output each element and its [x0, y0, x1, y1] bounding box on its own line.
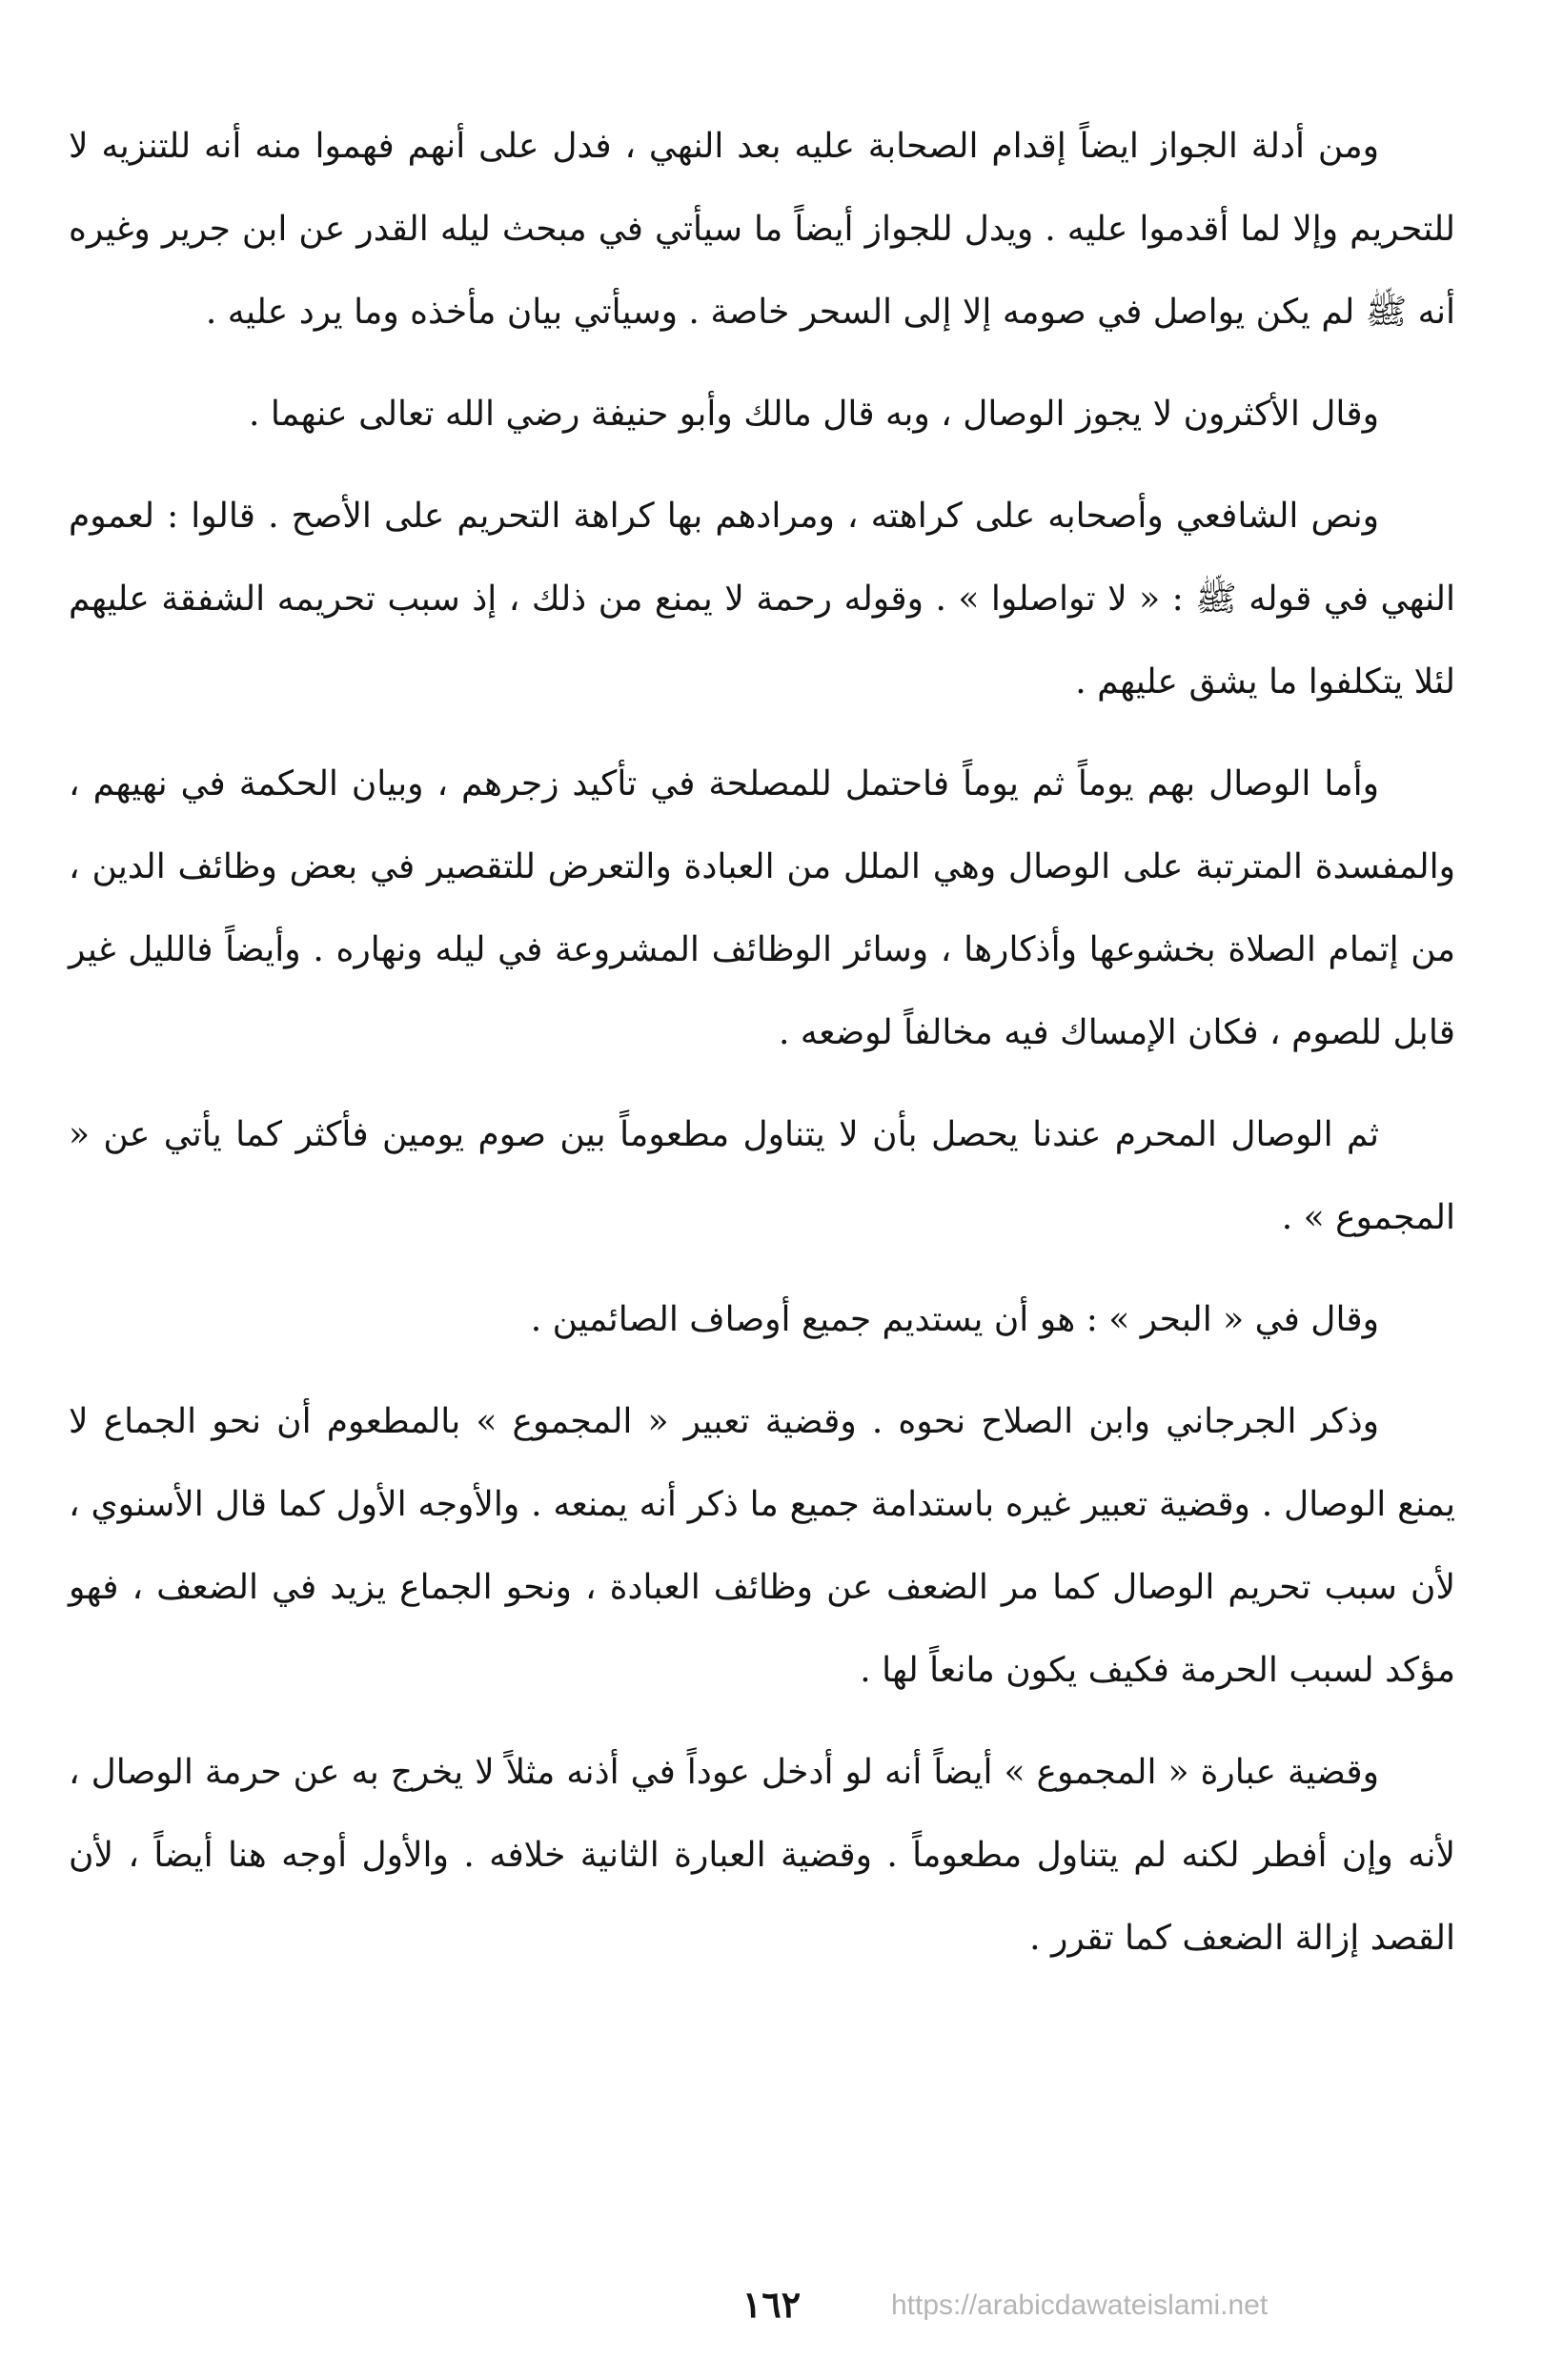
page-number: ١٦٢	[741, 2283, 802, 2326]
paragraph-3: ونص الشافعي وأصحابه على كراهته ، ومرادهم بها كراهة التحريم على الأصح . قالوا : لعموم النهي في قوله ﷺ : « لا تواصلوا » . وقوله رحمة لا يمنع من ذلك ، إذ سبب تحريمه الشفقة عليهم لئلا يتكلفوا ما يشق عليهم .	[69, 497, 1455, 702]
paragraph-5: ثم الوصال المحرم عندنا يحصل بأن لا يتناول مطعوماً بين صوم يومين فأكثر كما يأتي عن « المجموع » .	[69, 1115, 1455, 1237]
paragraph-2: وقال الأكثرون لا يجوز الوصال ، وبه قال مالك وأبو حنيفة رضي الله تعالى عنهما .	[249, 395, 1379, 434]
body-text	[69, 105, 1455, 1999]
paragraph-8: وقضية عبارة « المجموع » أيضاً أنه لو أدخل عوداً في أذنه مثلاً لا يخرج به عن حرمة الوصال ، لأنه وإن أفطر لكنه لم يتناول مطعوماً . وقضية العبارة الثانية خلافه . والأول أوجه هنا أيضاً ، لأن القصد إزالة الضعف كما تقرر .	[69, 1753, 1455, 1958]
paragraph-4: وأما الوصال بهم يوماً ثم يوماً فاحتمل للمصلحة في تأكيد زجرهم ، وبيان الحكمة في نهيهم ، والمفسدة المترتبة على الوصال وهي الملل من العبادة والتعرض للتقصير في بعض وظائف الدين ، من إتمام الصلاة بخشوعها وأذكارها ، وسائر الوظائف المشروعة في ليله ونهاره . وأيضاً فالليل غير قابل للصوم ، فكان الإمساك فيه مخالفاً لوضعه .	[69, 764, 1455, 1052]
paragraph-7: وذكر الجرجاني وابن الصلاح نحوه . وقضية تعبير « المجموع » بالمطعوم أن نحو الجماع لا يمنع الوصال . وقضية تعبير غيره باستدامة جميع ما ذكر أنه يمنعه . والأوجه الأول كما قال الأسنوي ، لأن سبب تحريم الوصال كما مر الضعف عن وظائف العبادة ، ونحو الجماع يزيد في الضعف ، فهو مؤكد لسبب الحرمة فكيف يكون مانعاً لها .	[69, 1402, 1455, 1690]
paragraph-1: ومن أدلة الجواز ايضاً إقدام الصحابة عليه بعد النهي ، فدل على أنهم فهموا منه أنه للتنزيه لا للتحريم وإلا لما أقدموا عليه . ويدل للجواز أيضاً ما سيأتي في مبحث ليله القدر عن ابن جرير وغيره أنه ﷺ لم يكن يواصل في صومه إلا إلى السحر خاصة . وسيأتي بيان مأخذه وما يرد عليه .	[69, 127, 1455, 332]
watermark-url: https://arabicdawateislami.net	[891, 2289, 1269, 2321]
paragraph-6: وقال في « البحر » : هو أن يستديم جميع أوصاف الصائمين .	[530, 1300, 1379, 1339]
